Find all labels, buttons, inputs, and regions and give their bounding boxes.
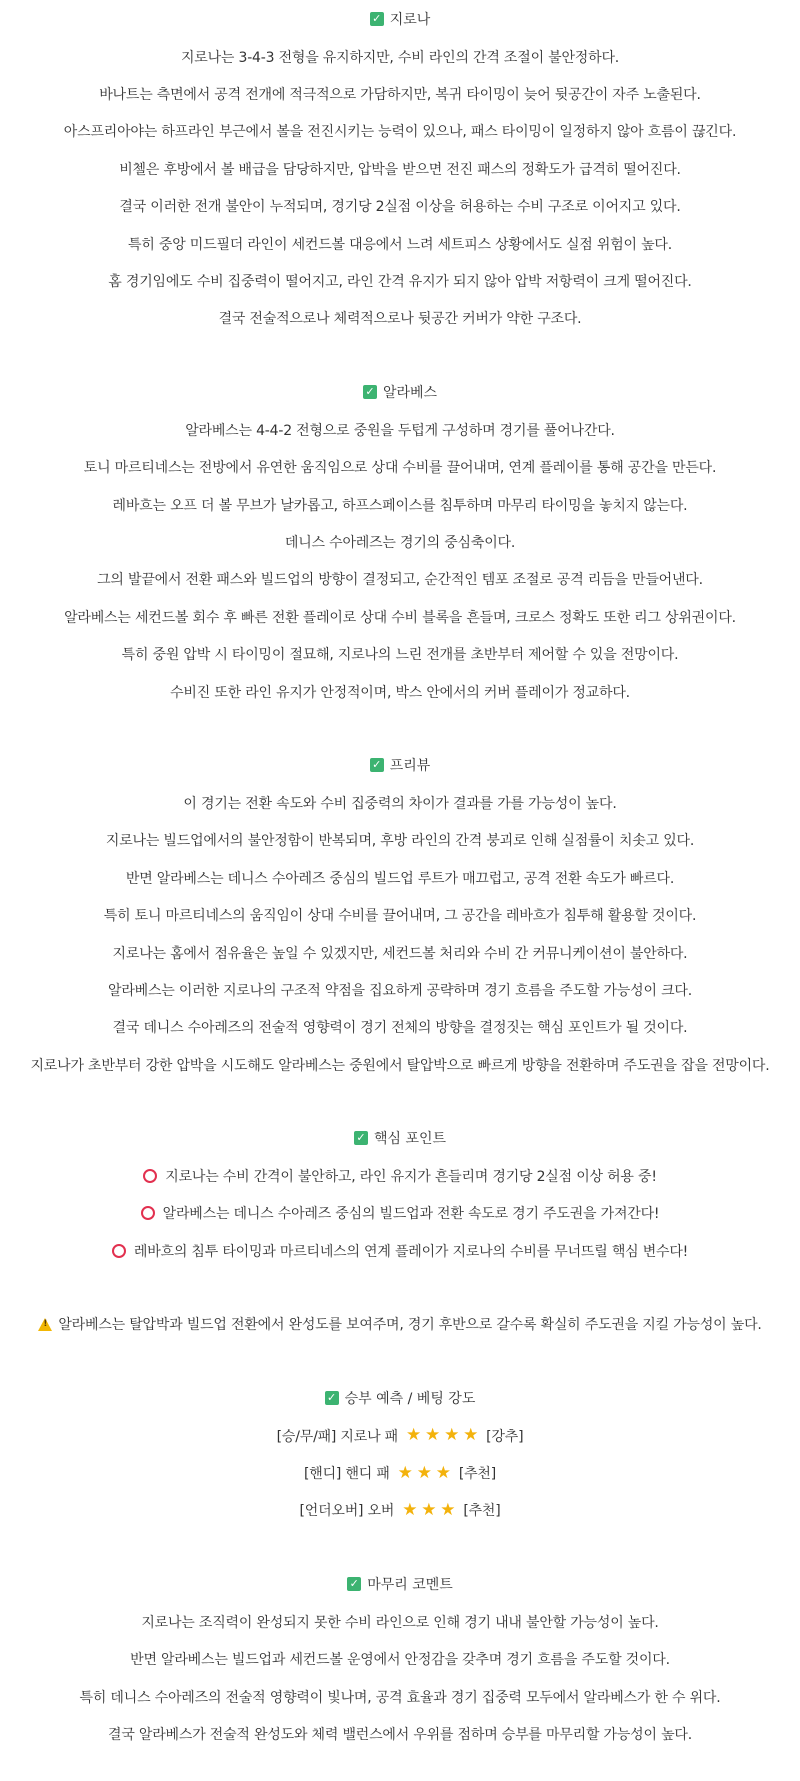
section-title: 핵심 포인트 [373,1131,447,1148]
text-line: 반면 알라베스는 데니스 수아레즈 중심의 빌드업 루트가 매끄럽고, 공격 전환 속도가 빠르다. [125,870,675,887]
prediction-tag: [추천] [463,1503,501,1520]
check-icon: ✓ [347,1577,361,1591]
text-line: 알라베스는 4-4-2 전형으로 중원을 두텁게 구성하며 경기를 풀어나간다. [185,422,615,439]
text-line: 홈 경기임에도 수비 집중력이 떨어지고, 라인 간격 유지가 되지 않아 압박 저항력이 크게 떨어진다. [108,274,692,291]
star-rating [404,1427,480,1444]
key-point-item [0,1195,800,1232]
check-icon: ✓ [325,1391,339,1405]
star-icon: ★ [405,1425,422,1446]
prediction-label: [승/무/패] 지로나 패 [276,1428,398,1445]
prediction-label: [언더오버] 오버 [299,1503,395,1520]
star-rating [396,1462,453,1483]
section-title: 승부 예측 / 베팅 강도 [344,1390,476,1407]
text-line: 지로나는 3-4-3 전형을 유지하지만, 수비 라인의 간격 조절이 불안정하다. [180,49,620,66]
section-title: 알라베스 [382,385,438,402]
key-point-text: 레바흐의 침투 타이밍과 마르티네스의 연계 플레이가 지로나의 수비를 무너뜨릴 핵심 변수다! [133,1243,689,1260]
text-line: 특히 중앙 미드필더 라인이 세컨드볼 대응에서 느려 세트피스 상황에서도 실점 위험이 높다. [128,236,672,253]
section-heading [0,1565,800,1603]
text-line: 알라베스는 이러한 지로나의 구조적 약점을 집요하게 공략하며 경기 흐름을 주도할 가능성이 크다. [108,982,692,999]
text-line: 토니 마르티네스는 전방에서 유연한 움직임으로 상대 수비를 끌어내며, 연계 플레이를 통해 공간을 만든다. [83,460,717,477]
key-point-text: 알라베스는 데니스 수아레즈 중심의 빌드업과 전환 속도로 경기 주도권을 가져간다! [162,1206,660,1223]
section-title: 프리뷰 [389,758,431,775]
key-point-item [0,1157,800,1194]
check-icon: ✓ [363,385,377,399]
prediction-label: [핸디] 핸디 패 [304,1466,390,1483]
section-preview [0,746,800,1083]
text-line: 바나트는 측면에서 공격 전개에 적극적으로 가담하지만, 복귀 타이밍이 늦어 뒷공간이 자주 노출된다. [99,87,701,104]
section-prediction [0,1379,800,1529]
red-circle-icon [112,1244,126,1258]
text-line: 지로나는 홈에서 점유율은 높일 수 있겠지만, 세컨드볼 처리와 수비 간 커뮤니케이션이 불안하다. [112,945,688,962]
prediction-item [0,1417,800,1454]
text-line: 특히 토니 마르티네스의 움직임이 상대 수비를 끌어내며, 그 공간을 레바흐가 침투해 활용할 것이다. [103,908,697,925]
spacer [0,1343,800,1379]
text-line: 지로나는 빌드업에서의 불안정함이 반복되며, 후방 라인의 간격 붕괴로 인해 실점률이 치솟고 있다. [105,833,695,850]
red-circle-icon [141,1206,155,1220]
red-circle-icon [143,1169,157,1183]
spacer [0,337,800,373]
text-line: 비첼은 후방에서 볼 배급을 담당하지만, 압박을 받으면 전진 패스의 정확도가 급격히 떨어진다. [119,161,681,178]
text-line: 결국 알라베스가 전술적 완성도와 체력 밸런스에서 우위를 점하며 승부를 마무리할 가능성이 높다. [108,1726,692,1743]
spacer [0,710,800,746]
key-point-item [0,1232,800,1269]
spacer [0,1270,800,1306]
warning-line [0,1306,800,1343]
prediction-tag: [강추] [486,1428,524,1445]
text-line: 지로나는 조직력이 완성되지 못한 수비 라인으로 인해 경기 내내 불안할 가능성이 높다. [141,1614,659,1631]
spacer [0,1529,800,1565]
text-line: 특히 중원 압박 시 타이밍이 절묘해, 지로나의 느린 전개를 초반부터 제어할 수 있을 전망이다. [121,647,679,664]
star-icon: ★ [425,1425,441,1446]
star-icon: ★ [421,1499,437,1520]
check-icon: ✓ [354,1131,368,1145]
section-girona [0,0,800,337]
section-title: 마무리 코멘트 [367,1577,453,1594]
text-line: 레바흐는 오프 더 볼 무브가 날카롭고, 하프스페이스를 침투하며 마무리 타이밍을 놓치지 않는다. [112,497,688,514]
text-line: 특히 데니스 수아레즈의 전술적 영향력이 빛나며, 공격 효율과 경기 집중력 모두에서 알라베스가 한 수 위다. [79,1689,721,1706]
prediction-item [0,1454,800,1491]
section-heading [0,373,800,411]
check-icon: ✓ [370,758,384,772]
star-icon: ★ [435,1462,451,1483]
prediction-item [0,1492,800,1529]
section-heading [0,746,800,784]
text-line: 반면 알라베스는 빌드업과 세컨드볼 운영에서 안정감을 갖추며 경기 흐름을 주도할 것이다. [130,1652,670,1669]
star-icon: ★ [463,1425,479,1446]
text-line: 결국 이러한 전개 불안이 누적되며, 경기당 2실점 이상을 허용하는 수비 구조로 이어지고 있다. [119,199,681,216]
section-title: 지로나 [389,12,431,28]
spacer [0,1083,800,1119]
key-point-text: 지로나는 수비 간격이 불안하고, 라인 유지가 흔들리며 경기당 2실점 이상 허용 중! [165,1169,657,1186]
star-icon: ★ [416,1462,432,1483]
section-heading [0,1379,800,1417]
section-key-points [0,1119,800,1269]
text-line: 그의 발끝에서 전환 패스와 빌드업의 방향이 결정되고, 순간적인 템포 조절로 공격 리듬을 만들어낸다. [97,572,703,589]
text-line: 결국 데니스 수아레즈의 전술적 영향력이 경기 전체의 방향을 결정짓는 핵심 포인트가 될 것이다. [112,1020,688,1037]
warning-icon [38,1318,52,1331]
section-heading [0,1119,800,1157]
section-alaves [0,373,800,710]
star-rating [400,1499,457,1520]
text-line: 수비진 또한 라인 유지가 안정적이며, 박스 안에서의 커버 플레이가 정교하다. [170,684,630,701]
section-heading [0,0,800,38]
star-icon: ★ [444,1425,460,1446]
text-line: 이 경기는 전환 속도와 수비 집중력의 차이가 결과를 가를 가능성이 높다. [183,795,617,812]
text-line: 알라베스는 세컨드볼 회수 후 빠른 전환 플레이로 상대 수비 블록을 흔들며, 크로스 정확도 또한 리그 상위권이다. [64,609,736,626]
text-line: 데니스 수아레즈는 경기의 중심축이다. [284,534,516,551]
star-icon: ★ [402,1499,418,1520]
text-line: 지로나가 초반부터 강한 압박을 시도해도 알라베스는 중원에서 탈압박으로 빠르게 방향을 전환하며 주도권을 잡을 전망이다. [30,1057,770,1074]
check-icon: ✓ [370,12,384,26]
prediction-tag: [추천] [458,1466,496,1483]
text-line: 결국 전술적으로나 체력적으로나 뒷공간 커버가 약한 구조다. [218,311,582,328]
star-icon: ★ [397,1462,413,1483]
text-line: 아스프리아야는 하프라인 부근에서 볼을 전진시키는 능력이 있으나, 패스 타이밍이 일정하지 않아 흐름이 끊긴다. [63,124,737,141]
star-icon: ★ [440,1499,456,1520]
section-closing [0,1565,800,1753]
section-warning [0,1306,800,1343]
warning-text: 알라베스는 탈압박과 빌드업 전환에서 완성도를 보여주며, 경기 후반으로 갈수록 확실히 주도권을 지킬 가능성이 높다. [58,1317,762,1334]
